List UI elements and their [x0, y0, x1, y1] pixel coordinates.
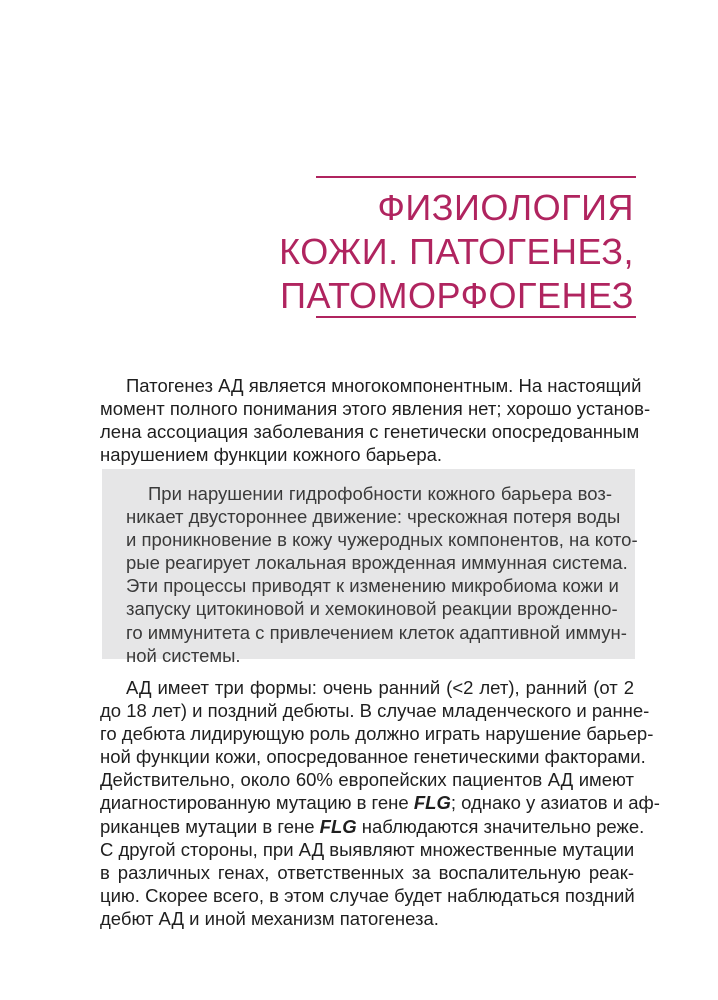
text-fragment: ; однако у азиатов и аф- [450, 792, 660, 814]
text-line [100, 791, 660, 814]
text-line: до 18 лет) и поздний дебюты. В случае младенческого и ранне- [100, 700, 650, 722]
chapter-title-line: ФИЗИОЛОГИЯ [377, 187, 634, 228]
chapter-title-line: КОЖИ. ПАТОГЕНЕЗ, [279, 231, 634, 272]
text-line: Патогенез АД является многокомпонентным. На настоящий [126, 375, 642, 396]
text-line: нарушением функции кожного барьера. [100, 444, 443, 466]
chapter-title-top-rule [316, 176, 636, 178]
gene-name: FLG [413, 792, 451, 814]
chapter-title [279, 186, 634, 318]
text-line: запуску цитокиновой и хемокиновой реакции врожденно- [126, 598, 618, 620]
text-line: АД имеет три формы: очень ранний (<2 лет), ранний (от 2 [126, 677, 634, 698]
gene-name: FLG [319, 815, 357, 837]
text-line: Эти процессы приводят к изменению микробиома кожи и [126, 575, 619, 597]
text-line: в различных генах, ответственных за воспалительную реак- [100, 861, 634, 883]
forms-paragraph [100, 676, 660, 930]
text-line: С другой стороны, при АД выявляют множественные мутации [100, 838, 635, 860]
text-line: го иммунитета с привлечением клеток адаптивной иммун- [126, 621, 627, 643]
chapter-title-bottom-rule [316, 316, 636, 318]
text-fragment: наблюдаются значительно реже. [356, 815, 645, 837]
text-line: ной системы. [126, 644, 241, 666]
text-line: го дебюта лидирующую роль должно играть нарушение барьер- [100, 723, 654, 745]
text-line: момент полного понимания этого явления нет; хорошо установ- [100, 398, 651, 420]
text-line: цию. Скорее всего, в этом случае будет наблюдаться поздний [100, 884, 635, 906]
text-line [100, 815, 645, 838]
callout-paragraph [126, 482, 638, 667]
text-line: Действительно, около 60% европейских пациентов АД имеют [100, 769, 634, 791]
text-line: и проникновение в кожу чужеродных компонентов, на кото- [126, 529, 638, 551]
chapter-title-line: ПАТОМОРФОГЕНЕЗ [280, 275, 634, 316]
text-line: лена ассоциация заболевания с генетически опосредованным [100, 421, 640, 443]
text-line: дебют АД и иной механизм патогенеза. [100, 907, 439, 929]
text-line: При нарушении гидрофобности кожного барьера воз- [148, 483, 612, 504]
intro-paragraph [100, 374, 651, 466]
text-line: ной функции кожи, опосредованное генетическими факторами. [100, 746, 646, 768]
text-fragment: риканцев мутации в гене [100, 815, 320, 837]
text-line: никает двустороннее движение: чрескожная потеря воды [126, 506, 621, 528]
text-line: рые реагирует локальная врожденная иммунная система. [126, 552, 628, 574]
text-fragment: диагностированную мутацию в гене [100, 792, 414, 814]
